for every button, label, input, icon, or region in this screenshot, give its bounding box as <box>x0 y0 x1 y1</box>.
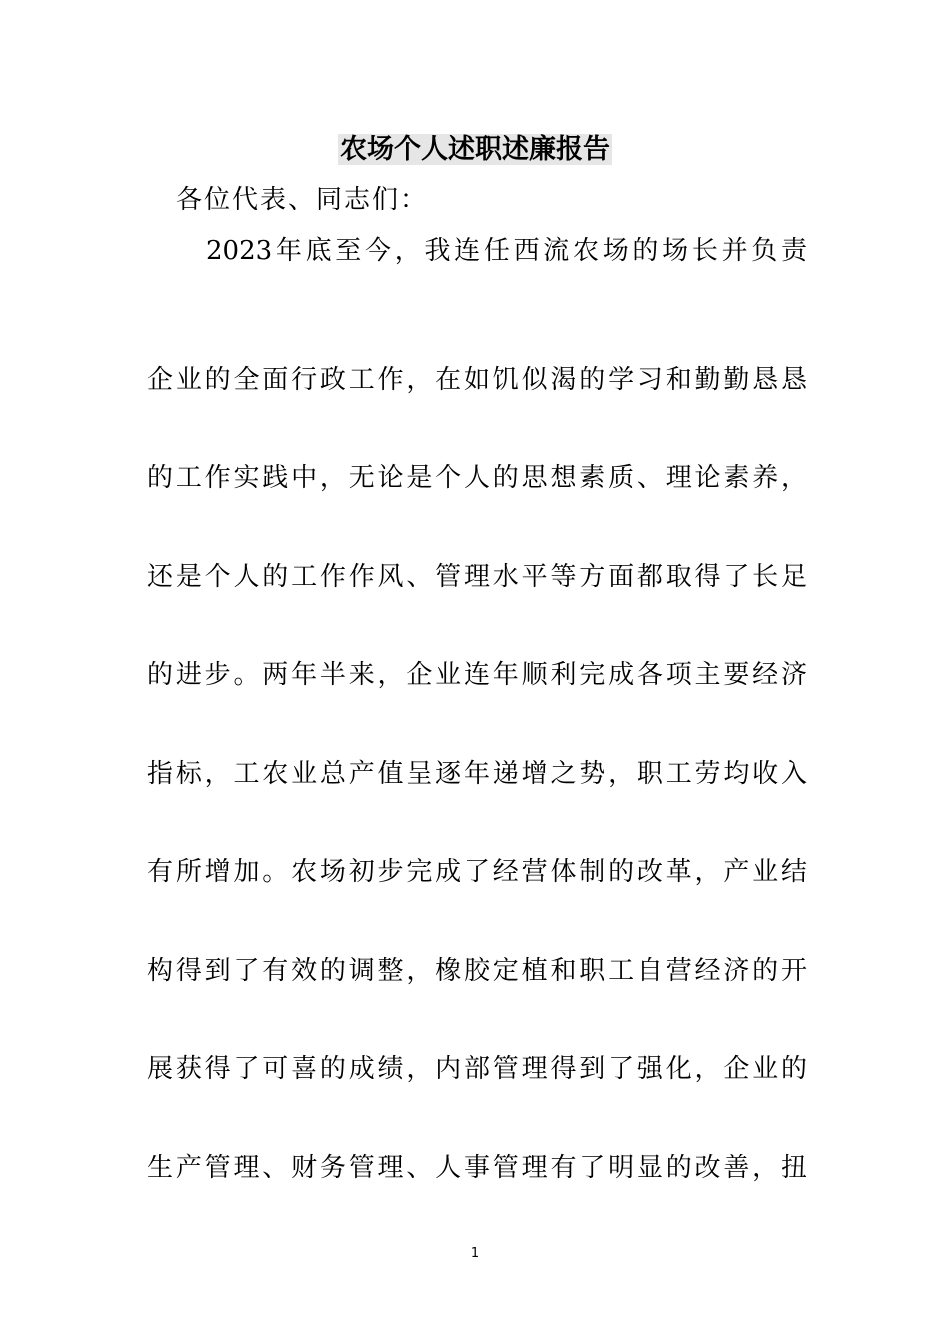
paragraph-line: 构得到了有效的调整，橡胶定植和职工自营经济的开 <box>147 956 807 986</box>
paragraph-line: 还是个人的工作作风、管理水平等方面都取得了长足 <box>147 562 807 592</box>
page-title-text: 农场个人述职述廉报告 <box>340 134 610 165</box>
paragraph-line: 生产管理、财务管理、人事管理有了明显的改善，扭 <box>147 1153 807 1183</box>
salutation: 各位代表、同志们： <box>176 185 429 215</box>
page-number: 1 <box>470 1246 480 1261</box>
paragraph-line: 有所增加。农场初步完成了经营体制的改革，产业结 <box>147 857 807 887</box>
paragraph-line: 的工作实践中，无论是个人的思想素质、理论素养， <box>147 463 807 493</box>
paragraph-line: 2023年底至今，我连任西流农场的场长并负责 <box>206 236 807 266</box>
page-title <box>0 130 950 170</box>
paragraph-line: 指标，工农业总产值呈逐年递增之势，职工劳均收入 <box>147 759 807 789</box>
paragraph-line: 展获得了可喜的成绩，内部管理得到了强化，企业的 <box>147 1054 807 1084</box>
paragraph-line: 企业的全面行政工作，在如饥似渴的学习和勤勤恳恳 <box>147 365 807 395</box>
paragraph-line: 的进步。两年半来，企业连年顺利完成各项主要经济 <box>147 660 807 690</box>
